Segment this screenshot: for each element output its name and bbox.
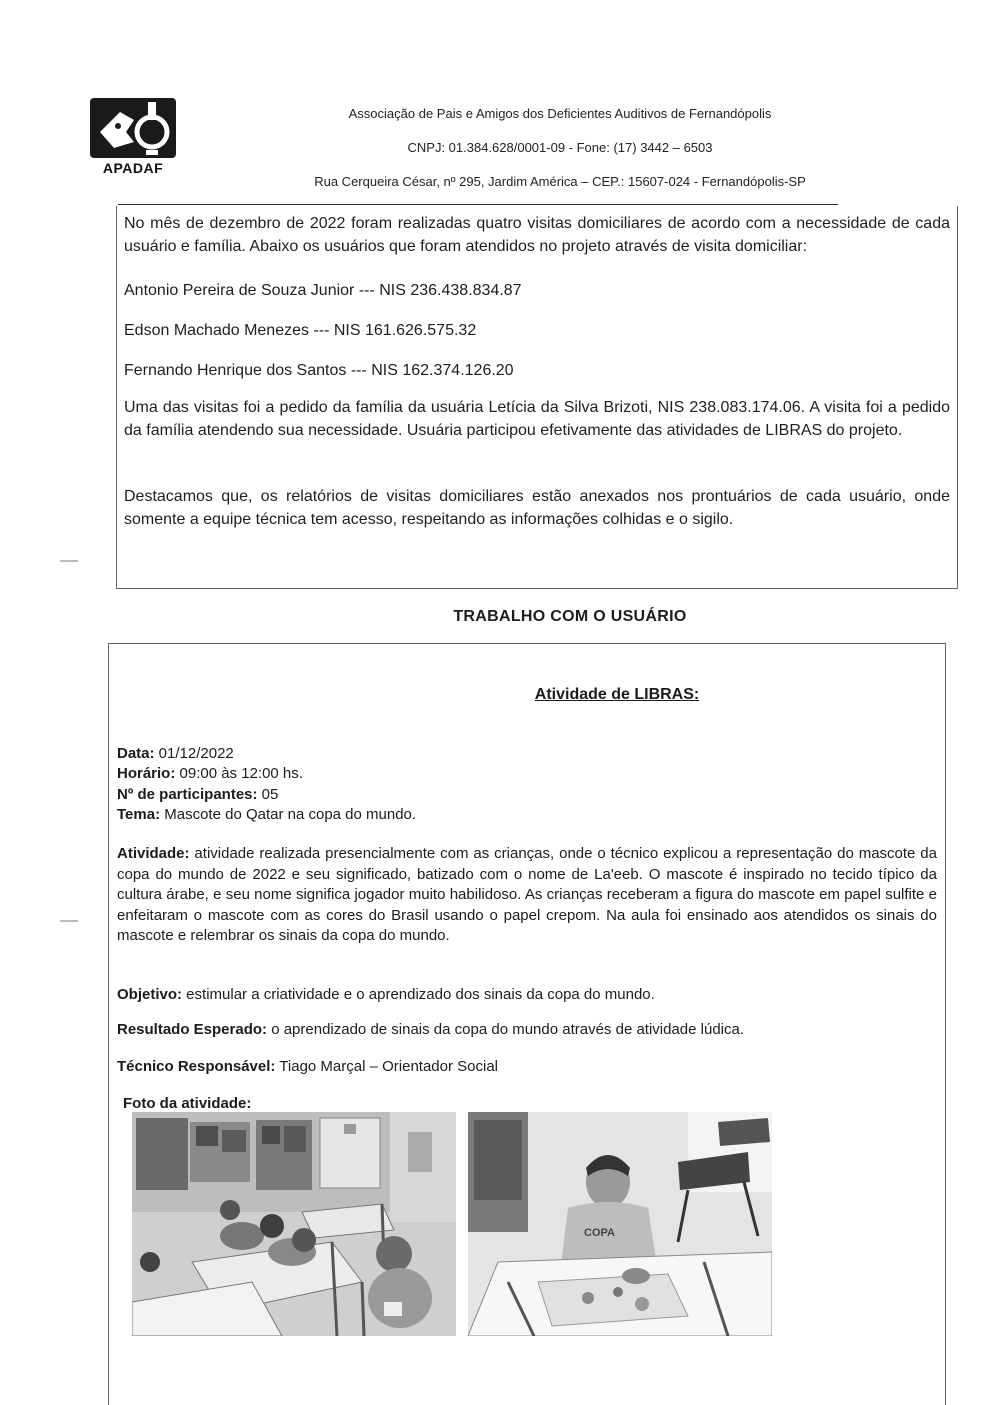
date-line xyxy=(117,744,234,764)
scan-mark xyxy=(60,560,78,562)
logo-emblem xyxy=(90,98,176,158)
special-visit-paragraph: Uma das visitas foi a pedido da família da usuária Letícia da Silva Brizoti, NIS 238.083.174.06. A visita foi a pedido da família atendendo sua necessidade. Usuária participou efetivamente das atividades de LIBRAS do projeto. xyxy=(124,399,950,439)
activity-description xyxy=(117,844,937,947)
photo-caption xyxy=(123,1094,251,1114)
theme-value: Mascote do Qatar na copa do mundo. xyxy=(160,806,417,823)
date-value: 01/12/2022 xyxy=(154,745,234,762)
org-cnpj-phone: CNPJ: 01.384.628/0001-09 - Fone: (17) 3442 – 6503 xyxy=(407,140,713,155)
org-address: Rua Cerqueira César, nº 295, Jardim América – CEP.: 15607-024 - Fernandópolis-SP xyxy=(314,174,806,189)
participants-label: Nº de participantes: xyxy=(117,786,258,803)
user-line: Edson Machado Menezes --- NIS 161.626.575.32 xyxy=(124,322,477,339)
technician-label: Técnico Responsável: xyxy=(117,1058,276,1075)
result-line xyxy=(117,1020,744,1040)
technician-line xyxy=(117,1057,498,1077)
section-title: TRABALHO COM O USUÁRIO xyxy=(453,608,687,625)
theme-line xyxy=(117,805,416,825)
org-name: Associação de Pais e Amigos dos Deficientes Auditivos de Fernandópolis xyxy=(348,106,772,121)
scan-mark xyxy=(60,920,78,922)
objective-line xyxy=(117,985,655,1005)
participants-line xyxy=(117,785,278,805)
time-value: 09:00 às 12:00 hs. xyxy=(175,765,303,782)
apadaf-logo xyxy=(88,98,178,178)
activity-label: Atividade: xyxy=(117,845,190,862)
confidentiality-paragraph: Destacamos que, os relatórios de visitas domiciliares estão anexados nos prontuários de cada usuário, onde somente a equipe técnica tem acesso, respeitando as informações colhidas e o sigilo. xyxy=(124,488,950,528)
activity-photo-child xyxy=(468,1112,772,1336)
shirt-text: COPA xyxy=(584,1227,615,1239)
objective-label: Objetivo: xyxy=(117,986,183,1003)
activity-photo-classroom xyxy=(132,1112,456,1336)
photo-label: Foto da atividade: xyxy=(123,1095,252,1112)
activity-value: atividade realizada presencialmente com as crianças, onde o técnico explicou a representação do mascote da copa do mundo de 2022 e seu significado, batizado com o nome de La'eeb. O mascote é inspirado no tecido típico da cultura árabe, e seu nome significa jogador muito habilidoso. As crianças receberam a figura do mascote em papel sulfite e enfeitaram o mascote com as cores do Brasil usando o papel crepom. Na aula foi ensinado aos atendidos os sinais do mascote e relembrar os sinais da copa do mundo. xyxy=(117,845,937,944)
date-label: Data: xyxy=(117,745,155,762)
header-divider xyxy=(118,204,838,205)
participants-value: 05 xyxy=(257,786,279,803)
theme-label: Tema: xyxy=(117,806,161,823)
result-value: o aprendizado de sinais da copa do mundo através de atividade lúdica. xyxy=(267,1021,745,1038)
time-line xyxy=(117,764,303,784)
technician-value: Tiago Marçal – Orientador Social xyxy=(275,1058,498,1075)
user-line: Fernando Henrique dos Santos --- NIS 162.374.126.20 xyxy=(124,362,514,379)
activity-title: Atividade de LIBRAS: xyxy=(534,686,700,703)
user-line: Antonio Pereira de Souza Junior --- NIS 236.438.834.87 xyxy=(124,282,522,299)
intro-paragraph: No mês de dezembro de 2022 foram realizadas quatro visitas domiciliares de acordo com a necessidade de cada usuário e família. Abaixo os usuários que foram atendidos no projeto através de visita domiciliar: xyxy=(124,215,950,255)
logo-text: APADAF xyxy=(102,160,164,176)
objective-value: estimular a criatividade e o aprendizado dos sinais da copa do mundo. xyxy=(182,986,655,1003)
result-label: Resultado Esperado: xyxy=(117,1021,268,1038)
time-label: Horário: xyxy=(117,765,176,782)
